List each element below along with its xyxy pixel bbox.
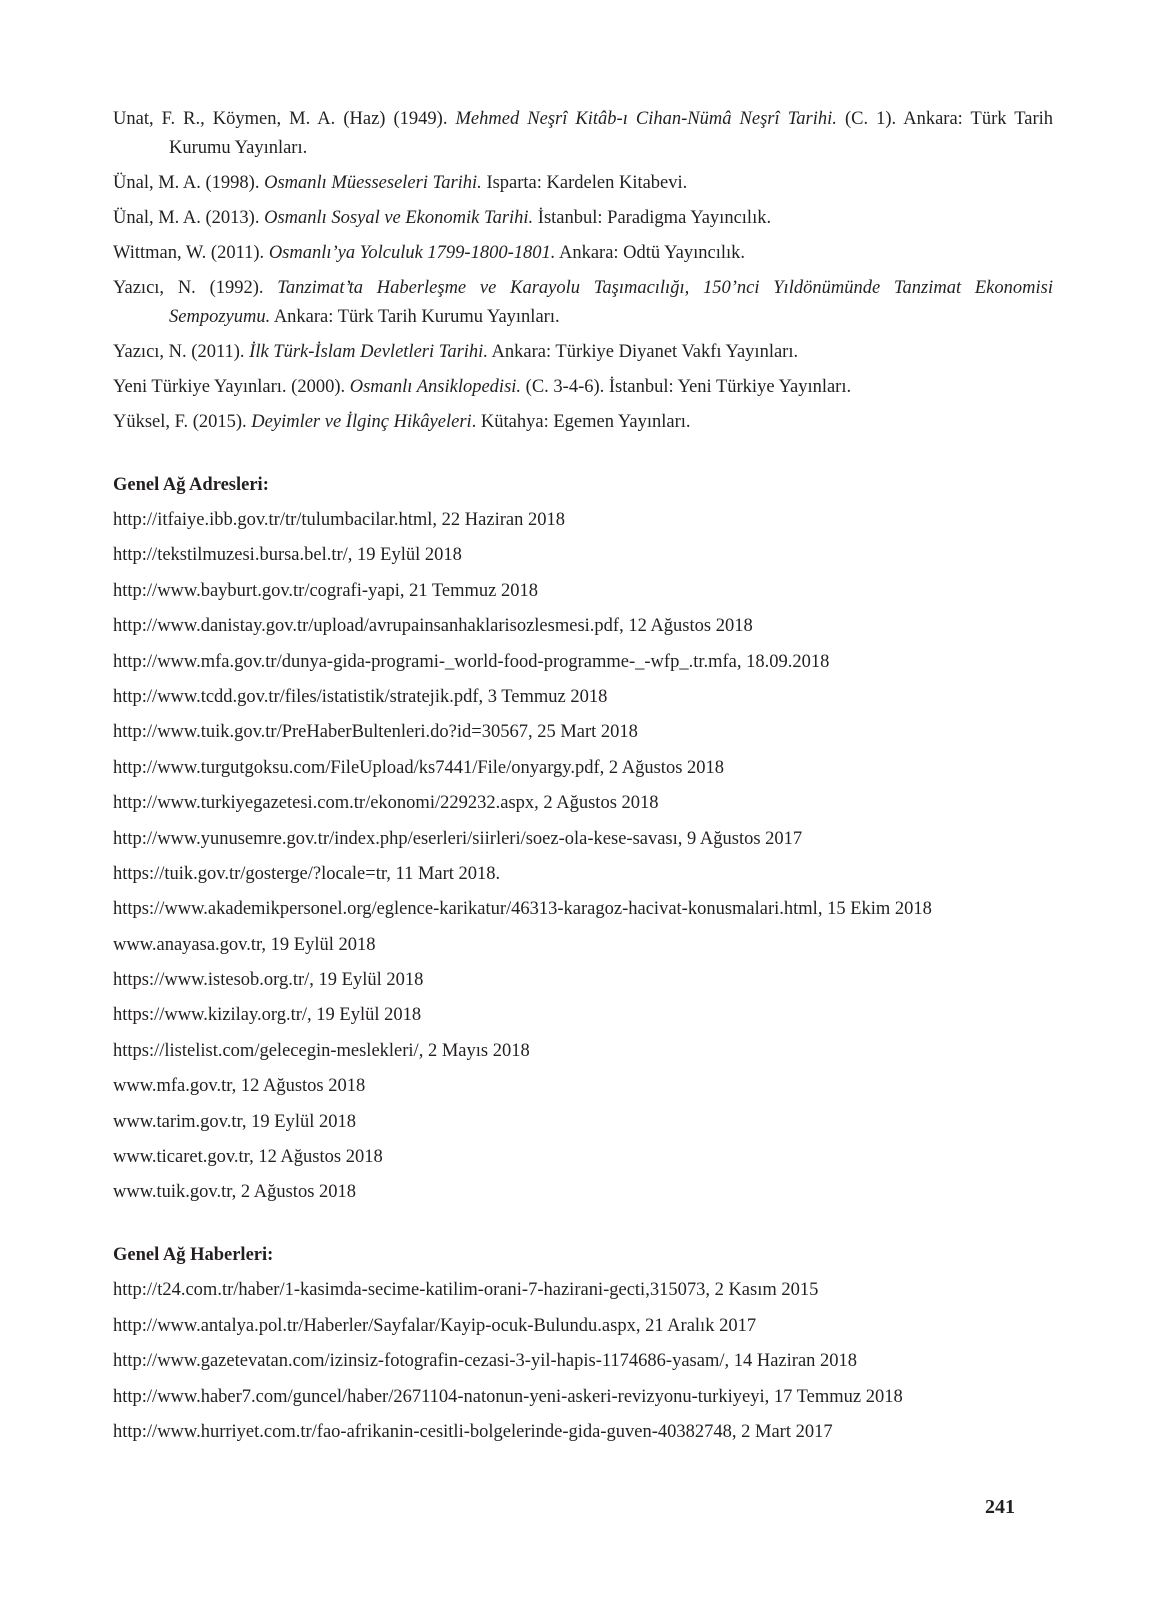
web-address-item: https://tuik.gov.tr/gosterge/?locale=tr, 11 Mart 2018. [113, 863, 501, 884]
web-address-item: www.tuik.gov.tr, 2 Ağustos 2018 [113, 1182, 357, 1203]
web-address-item: https://www.akademikpersonel.org/eglence-karikatur/46313-karagoz-hacivat-konusmalari.html, 15 Ekim 2018 [113, 899, 932, 920]
web-address-item: https://listelist.com/gelecegin-meslekleri/, 2 Mayıs 2018 [113, 1040, 530, 1061]
reference-item: Yüksel, F. (2015). Deyimler ve İlginç Hikâyeleri. Kütahya: Egemen Yayınları. [113, 412, 691, 432]
page-number: 241 [985, 1496, 1015, 1518]
reference-item: Ünal, M. A. (1998). Osmanlı Müesseseleri Tarihi. Isparta: Kardelen Kitabevi. [113, 173, 688, 193]
web-news-item: http://www.haber7.com/guncel/haber/2671104-natonun-yeni-askeri-revizyonu-turkiyeyi, 17 Temmuz 2018 [113, 1386, 903, 1407]
reference-item: Wittman, W. (2011). Osmanlı’ya Yolculuk 1799-1800-1801. Ankara: Odtü Yayıncılık. [113, 243, 745, 263]
web-address-item: http://www.turkiyegazetesi.com.tr/ekonomi/229232.aspx, 2 Ağustos 2018 [113, 793, 659, 814]
web-address-item: http://www.danistay.gov.tr/upload/avrupainsanhaklarisozlesmesi.pdf, 12 Ağustos 2018 [113, 616, 753, 637]
web-news-item: http://t24.com.tr/haber/1-kasimda-secime-katilim-orani-7-hazirani-gecti,315073, 2 Kasım 2015 [113, 1280, 819, 1301]
web-address-item: https://www.istesob.org.tr/, 19 Eylül 2018 [113, 970, 424, 991]
web-address-item: http://www.mfa.gov.tr/dunya-gida-programi-_world-food-programme-_-wfp_.tr.mfa, 18.09.2018 [113, 651, 830, 672]
reference-list [113, 105, 1053, 437]
web-news-item: http://www.antalya.pol.tr/Haberler/Sayfalar/Kayip-ocuk-Bulundu.aspx, 21 Aralık 2017 [113, 1315, 757, 1336]
reference-item: Ünal, M. A. (2013). Osmanlı Sosyal ve Ekonomik Tarihi. İstanbul: Paradigma Yayıncılık. [113, 208, 772, 228]
web-address-item: http://www.bayburt.gov.tr/cografi-yapi, 21 Temmuz 2018 [113, 580, 538, 601]
web-address-item: https://www.kizilay.org.tr/, 19 Eylül 2018 [113, 1005, 422, 1026]
web-address-item: http://www.tcdd.gov.tr/files/istatistik/stratejik.pdf, 3 Temmuz 2018 [113, 686, 608, 707]
section-heading-web-addresses: Genel Ağ Adresleri: [113, 475, 269, 495]
web-address-item: http://www.tuik.gov.tr/PreHaberBultenleri.do?id=30567, 25 Mart 2018 [113, 722, 638, 743]
reference-item: Unat, F. R., Köymen, M. A. (Haz) (1949). Mehmed Neşrî Kitâb-ı Cihan-Nümâ Neşrî Tarihi. (C. 1). Ankara: Türk Tarih Kurumu Yayınları. [113, 109, 1053, 158]
web-address-item: http://www.turgutgoksu.com/FileUpload/ks7441/File/onyargy.pdf, 2 Ağustos 2018 [113, 757, 725, 778]
web-address-list [113, 506, 1053, 1207]
web-address-item: www.mfa.gov.tr, 12 Ağustos 2018 [113, 1076, 366, 1097]
web-address-item: http://itfaiye.ibb.gov.tr/tr/tulumbacilar.html, 22 Haziran 2018 [113, 510, 565, 530]
section-heading-web-news: Genel Ağ Haberleri: [113, 1245, 274, 1266]
page-content [113, 105, 1053, 1453]
web-news-list [113, 1276, 1053, 1447]
web-address-item: www.tarim.gov.tr, 19 Eylül 2018 [113, 1111, 356, 1132]
web-news-item: http://www.gazetevatan.com/izinsiz-fotografin-cezasi-3-yil-hapis-1174686-yasam/, 14 Haziran 2018 [113, 1351, 858, 1372]
reference-item: Yeni Türkiye Yayınları. (2000). Osmanlı Ansiklopedisi. (C. 3-4-6). İstanbul: Yeni Türkiye Yayınları. [113, 377, 852, 397]
web-news-item: http://www.hurriyet.com.tr/fao-afrikanin-cesitli-bolgelerinde-gida-guven-40382748, 2 Mart 2017 [113, 1421, 833, 1442]
reference-item: Yazıcı, N. (2011). İlk Türk-İslam Devletleri Tarihi. Ankara: Türkiye Diyanet Vakfı Yayınları. [113, 342, 799, 362]
web-address-item: www.ticaret.gov.tr, 12 Ağustos 2018 [113, 1147, 383, 1168]
reference-item: Yazıcı, N. (1992). Tanzimat’ta Haberleşme ve Karayolu Taşımacılığı, 150’nci Yıldönümünde Tanzimat Ekonomisi Sempozyumu. Ankara: Türk Tarih Kurumu Yayınları. [113, 278, 1053, 327]
web-address-item: www.anayasa.gov.tr, 19 Eylül 2018 [113, 934, 376, 955]
web-address-item: http://tekstilmuzesi.bursa.bel.tr/, 19 Eylül 2018 [113, 545, 462, 566]
web-address-item: http://www.yunusemre.gov.tr/index.php/eserleri/siirleri/soez-ola-kese-savası, 9 Ağustos 2017 [113, 828, 803, 849]
